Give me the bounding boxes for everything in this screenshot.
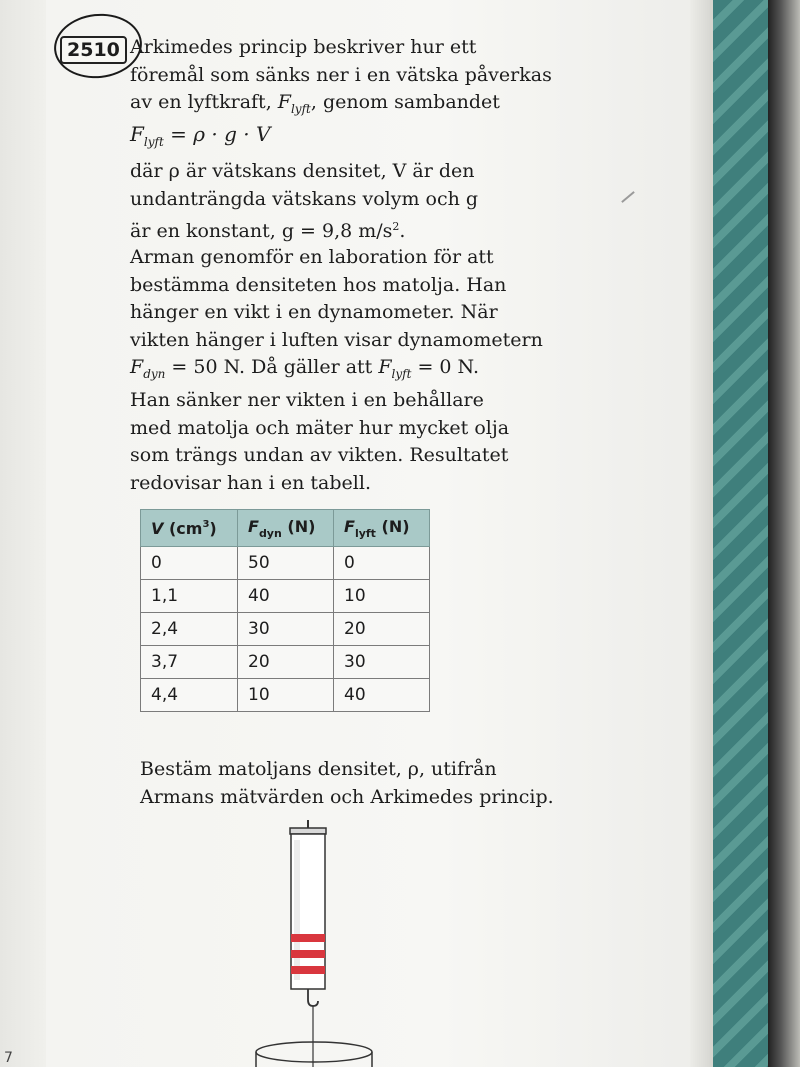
f-lyft-subscript-2: lyft xyxy=(391,367,412,381)
table-row xyxy=(141,679,430,712)
story-line-3: hänger en vikt i en dynamometer. När xyxy=(130,301,498,323)
book-spine-pattern xyxy=(710,0,771,1067)
story-line-5-mid: = 50 N. Då gäller att xyxy=(165,356,379,378)
procedure-line-4: redovisar han i en tabell. xyxy=(130,471,371,494)
previous-page-edge xyxy=(0,0,47,1067)
procedure-line-3: som trängs undan av vikten. Resultatet xyxy=(130,444,509,466)
explain-line-3-end: . xyxy=(399,220,406,242)
explanation-paragraph xyxy=(130,158,560,246)
f-lyft-subscript: lyft xyxy=(290,102,311,116)
task-line-2: Armans mätvärden och Arkimedes princip. xyxy=(140,786,554,808)
header-volume: V $(cm^3)$ xyxy=(141,510,238,547)
task-line-1: Bestäm matoljans densitet, ρ, utifrån xyxy=(140,758,497,780)
cell-f-dyn: 20 xyxy=(238,646,334,679)
table-row xyxy=(141,580,430,613)
table-row xyxy=(141,613,430,646)
procedure-line-1: Han sänker ner vikten i en behållare xyxy=(130,389,484,411)
story-line-5-end: = 0 N. xyxy=(411,356,479,378)
intro-line-3-text: av en lyftkraft, xyxy=(130,91,278,113)
page-corner-mark: 7 xyxy=(4,1050,13,1066)
formula-lhs-subscript: lyft xyxy=(143,135,164,149)
problem-number: 2510 xyxy=(60,36,127,64)
container-rim xyxy=(256,1042,372,1062)
measurement-table xyxy=(140,509,430,712)
f-dyn-subscript: dyn xyxy=(143,367,166,381)
exponent: 2 xyxy=(392,220,400,233)
cell-f-lyft: 30 xyxy=(334,646,430,679)
cell-volume: 2,4 xyxy=(141,613,238,646)
story-paragraph xyxy=(130,244,560,389)
cell-f-dyn: 30 xyxy=(238,613,334,646)
dynamometer-hook xyxy=(308,989,318,1006)
f-lyft-symbol-2: F xyxy=(378,356,392,378)
table-row xyxy=(141,646,430,679)
cell-f-dyn: 10 xyxy=(238,679,334,712)
archimedes-formula xyxy=(130,122,270,149)
dynamometer-highlight xyxy=(294,840,300,980)
explain-line-3-text: är en konstant, g = 9,8 m/s xyxy=(130,220,393,242)
cell-f-lyft: 40 xyxy=(334,679,430,712)
table-row xyxy=(141,547,430,580)
table-header-row xyxy=(141,510,430,547)
cell-volume: 4,4 xyxy=(141,679,238,712)
procedure-line-2: med matolja och mäter hur mycket olja xyxy=(130,416,510,439)
cell-f-dyn: 40 xyxy=(238,580,334,613)
f-lyft-symbol: F xyxy=(277,91,291,113)
cell-volume: 3,7 xyxy=(141,646,238,679)
explain-line-1: där ρ är vätskans densitet, V är den xyxy=(130,160,475,182)
intro-line-3 xyxy=(130,89,560,124)
formula-rhs: = ρ · g · V xyxy=(163,122,271,146)
explain-line-2: undanträngda vätskans volym och g xyxy=(130,187,479,210)
header-f-dyn: $F_{dyn}$ (N) xyxy=(238,510,334,547)
intro-paragraph xyxy=(130,34,560,124)
explain-line-3 xyxy=(130,213,560,246)
weight-stripe xyxy=(291,934,325,942)
procedure-paragraph xyxy=(130,387,560,497)
page-gutter xyxy=(690,0,710,1067)
cell-f-lyft: 0 xyxy=(334,547,430,580)
weight-stripe xyxy=(291,950,325,958)
dynamometer-cap xyxy=(290,828,326,834)
story-line-4: vikten hänger i luften visar dynamometern xyxy=(130,328,543,351)
weight-stripe xyxy=(291,966,325,974)
cell-volume: 1,1 xyxy=(141,580,238,613)
intro-line-2: föremål som sänks ner i en vätska påverkas xyxy=(130,63,552,86)
cell-f-lyft: 10 xyxy=(334,580,430,613)
cell-volume: 0 xyxy=(141,547,238,580)
intro-line-1: Arkimedes princip beskriver hur ett xyxy=(130,36,477,58)
intro-line-3-end: , genom sambandet xyxy=(310,91,500,113)
header-f-lyft: $F_{lyft}$ (N) xyxy=(334,510,430,547)
story-line-5 xyxy=(130,354,560,389)
formula-lhs: F xyxy=(130,122,144,146)
cell-f-dyn: 50 xyxy=(238,547,334,580)
story-line-1: Arman genomför en laboration för att xyxy=(130,246,494,268)
dynamometer-illustration xyxy=(236,820,416,1067)
book-edge-shadow xyxy=(768,0,800,1067)
task-question xyxy=(140,755,554,811)
cell-f-lyft: 20 xyxy=(334,613,430,646)
story-line-2: bestämma densiteten hos matolja. Han xyxy=(130,273,507,296)
f-dyn-symbol: F xyxy=(130,356,144,378)
